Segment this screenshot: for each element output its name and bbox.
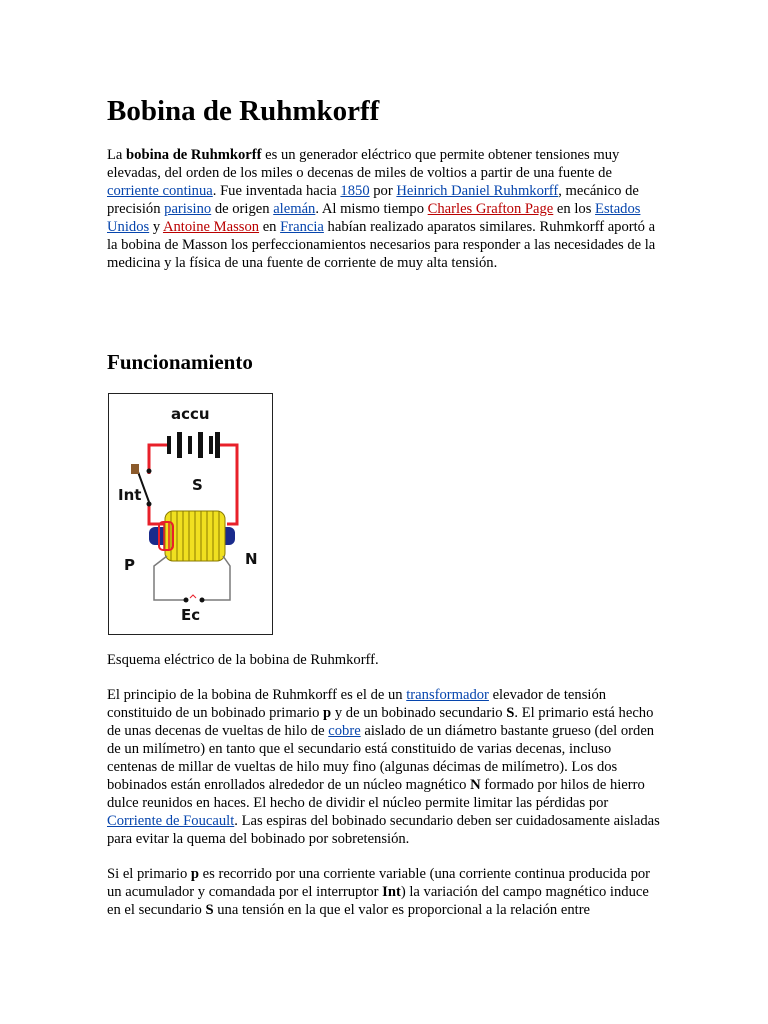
circuit-svg: [109, 394, 272, 634]
spark-gap-icon: [184, 595, 205, 603]
battery-icon: [167, 432, 220, 458]
label-accu: accu: [171, 405, 210, 423]
label-ec: Ec: [181, 606, 201, 624]
link-antoine-masson[interactable]: Antoine Masson: [162, 219, 260, 235]
link-heinrich-ruhmkorff[interactable]: Heinrich Daniel Ruhmkorff: [396, 183, 559, 199]
link-1850[interactable]: 1850: [340, 183, 370, 199]
principle-paragraph: El principio de la bobina de Ruhmkorff es el de un transformador elevador de tensión constituido de un bobinado primario p y de un bobinado secundario S. El primario está hecho de unas decenas de vueltas de hilo de cobre aislado de un diámetro bastante grueso (del orden de un milímetro) en tanto que el secundario está constituido de varias decenas, incluso centenas de millar de vueltas de hilo muy fino (algunas décimas de milímetro). Los dos bobinados están enrollados alrededor de un núcleo magnético N formado por hilos de hierro dulce reunidos en haces. El hecho de dividir el núcleo permite limitar las pérdidas por Corriente de Foucault. Las espiras del bobinado secundario deben ser cuidadosamente aisladas para evitar la quema del bobinado por sobretensión.: [107, 687, 660, 847]
link-corriente-continua[interactable]: corriente continua: [107, 183, 213, 199]
link-aleman[interactable]: alemán: [273, 201, 316, 217]
secondary-wire: [154, 556, 184, 600]
bold-term: bobina de Ruhmkorff: [126, 147, 262, 163]
label-int: Int: [118, 486, 142, 504]
link-charles-grafton-page[interactable]: Charles Grafton Page: [427, 201, 554, 217]
ruhmkorff-diagram: [108, 393, 273, 635]
secondary-wire-right: [204, 556, 230, 600]
link-cobre[interactable]: cobre: [328, 723, 361, 739]
label-s: S: [192, 476, 203, 494]
link-transformador[interactable]: transformador: [406, 687, 489, 703]
figure-caption: Esquema eléctrico de la bobina de Ruhmkorff.: [107, 652, 379, 668]
label-n: N: [245, 550, 258, 568]
label-p: P: [124, 556, 135, 574]
intro-paragraph: La bobina de Ruhmkorff es un generador eléctrico que permite obtener tensiones muy elevadas, del orden de los miles o decenas de miles de voltios a partir de una fuente de corriente continua. Fue inventada hacia 1850 por Heinrich Daniel Ruhmkorff, mecánico de precisión parisino de origen alemán. Al mismo tiempo Charles Grafton Page en los Estados Unidos y Antoine Masson en Francia habían realizado aparatos similares. Ruhmkorff aportó a la bobina de Masson los perfeccionamientos necesarios para responder a las necesidades de la medicina y la física de una fuente de corriente de muy alta tensión.: [107, 147, 656, 271]
section-heading: Funcionamiento: [107, 350, 253, 374]
link-parisino[interactable]: parisino: [164, 201, 212, 217]
link-francia[interactable]: Francia: [280, 219, 324, 235]
page-title: Bobina de Ruhmkorff: [107, 95, 380, 127]
operation-paragraph: Si el primario p es recorrido por una corriente variable (una corriente continua producida por un acumulador y comandada por el interruptor Int) la variación del campo magnético induce en el secundario S una tensión en la que el valor es proporcional a la relación entre: [107, 866, 651, 918]
primary-wire-left: [149, 504, 164, 524]
link-estados-unidos[interactable]: Estados Unidos: [107, 201, 641, 235]
primary-wire: [149, 445, 167, 474]
link-corriente-de-foucault[interactable]: Corriente de Foucault: [107, 813, 235, 829]
